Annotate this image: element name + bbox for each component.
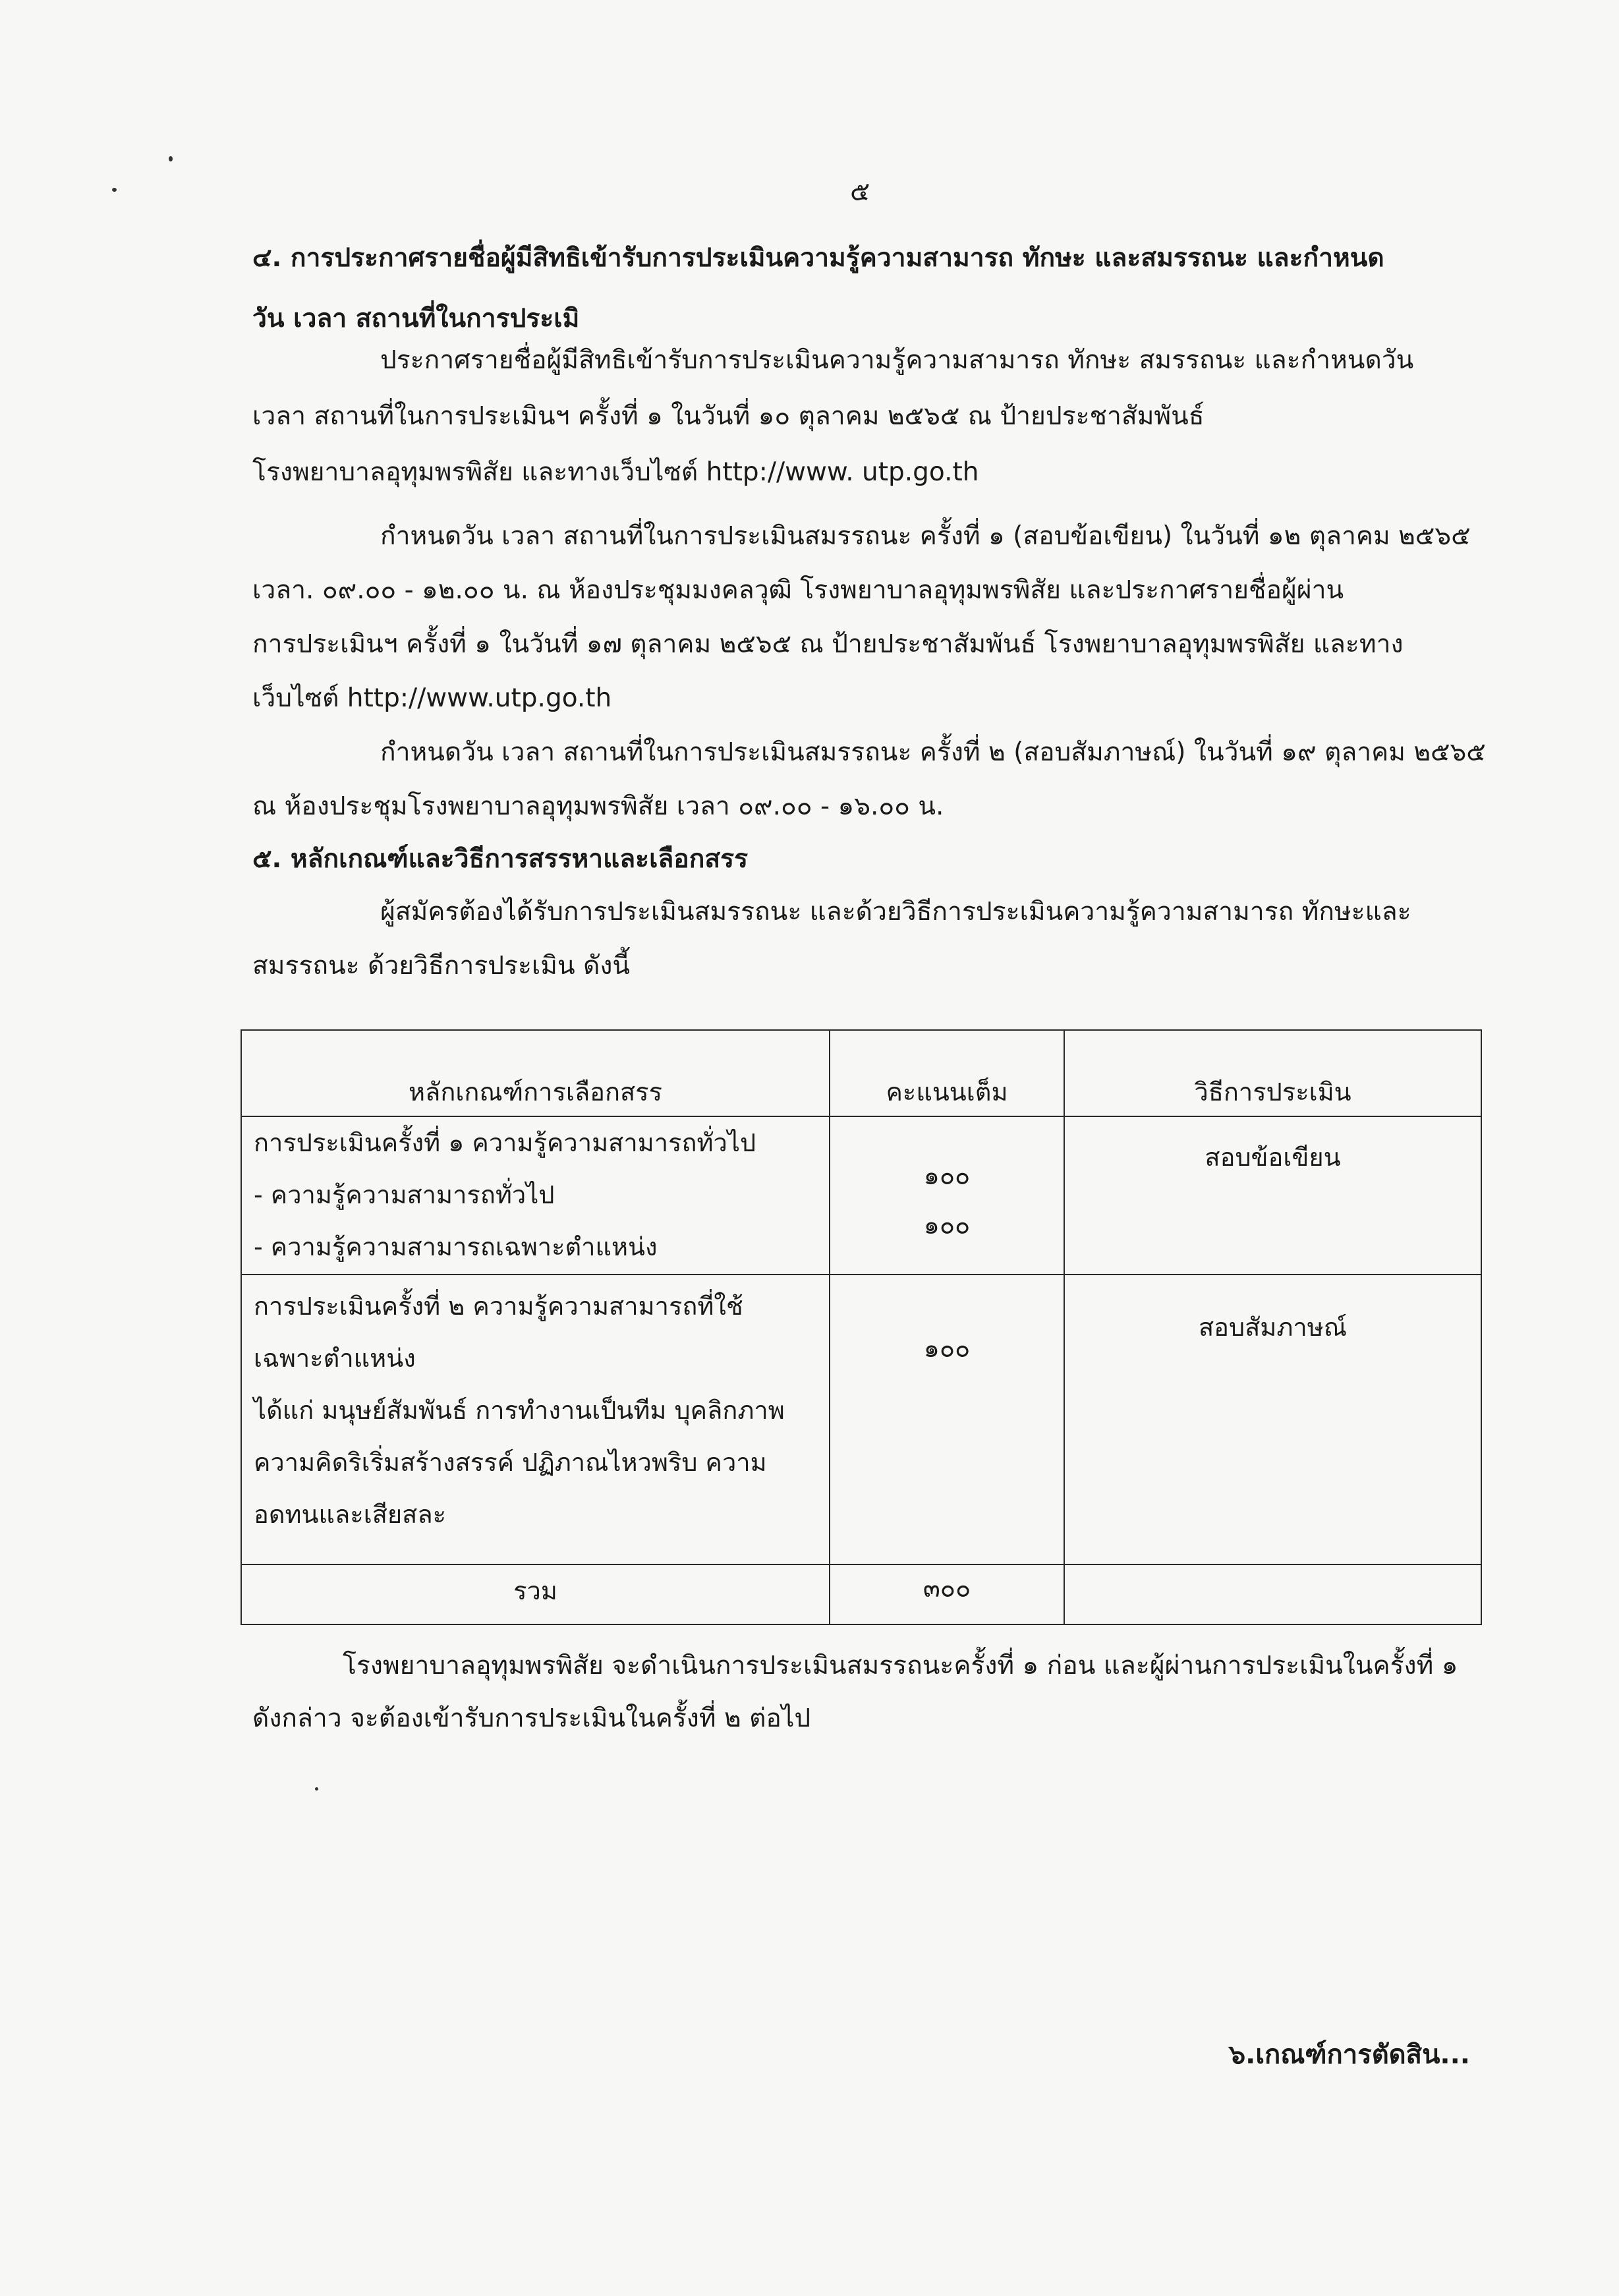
row2-criteria-line: การประเมินครั้งที่ ๒ ความรู้ความสามารถที่ใช้ (254, 1292, 743, 1321)
table-row (241, 1275, 1481, 1564)
criteria-table (241, 1029, 1482, 1625)
row1-score-cell (830, 1116, 1064, 1275)
page-number: ๕ (850, 177, 870, 207)
row2-criteria-line: ความคิดริเริ่มสร้างสรรค์ ปฏิภาณไหวพริบ ความ (254, 1448, 767, 1477)
header-full-score: คะแนนเต็ม (830, 1030, 1064, 1116)
header-criteria: หลักเกณฑ์การเลือกสรร (241, 1030, 830, 1116)
section4-heading-line1: ๔. การประกาศรายชื่อผู้มีสิทธิเข้ารับการประเมินความรู้ความสามารถ ทักษะ และสมรรถนะ และกำหนด (252, 243, 1384, 273)
section5-heading: ๕. หลักเกณฑ์และวิธีการสรรหาและเลือกสรร (252, 844, 749, 874)
row1-method: สอบข้อเขียน (1205, 1143, 1341, 1172)
next-page-reference: ๖.เกณฑ์การตัดสิน... (1228, 2040, 1470, 2070)
row1-criteria-line: - ความรู้ความสามารถเฉพาะตำแหน่ง (254, 1232, 658, 1261)
row2-criteria-line: เฉพาะตำแหน่ง (254, 1344, 416, 1373)
scan-speck (315, 1787, 318, 1791)
section4-p2-line2: เวลา. ๐๙.๐๐ - ๑๒.๐๐ น. ณ ห้องประชุมมงคลวุฒิ โรงพยาบาลอุทุมพรพิสัย และประกาศรายชื่อผู้ผ่าน (252, 575, 1344, 605)
row2-score-cell (830, 1275, 1064, 1564)
row1-score: ๑๐๐ (923, 1161, 971, 1190)
row2-criteria-line: ได้แก่ มนุษย์สัมพันธ์ การทำงานเป็นทีม บุคลิกภาพ (254, 1396, 785, 1425)
total-score-cell (830, 1564, 1064, 1624)
row2-criteria-line: อดทนและเสียสละ (254, 1500, 447, 1529)
section4-p1-line2: เวลา สถานที่ในการประเมินฯ ครั้งที่ ๑ ในวันที่ ๑๐ ตุลาคม ๒๕๖๕ ณ ป้ายประชาสัมพันธ์ (252, 401, 1205, 431)
total-score: ๓๐๐ (923, 1574, 971, 1603)
row2-score: ๑๐๐ (923, 1334, 971, 1363)
row2-method: สอบสัมภาษณ์ (1198, 1313, 1348, 1342)
header-method: วิธีการประเมิน (1064, 1030, 1481, 1116)
row1-method-cell (1064, 1116, 1481, 1275)
table-header-row (241, 1030, 1481, 1116)
closing-line2: ดังกล่าว จะต้องเข้ารับการประเมินในครั้งที่ ๒ ต่อไป (252, 1704, 811, 1733)
section4-p2-line1: กำหนดวัน เวลา สถานที่ในการประเมินสมรรถนะ ครั้งที่ ๑ (สอบข้อเขียน) ในวันที่ ๑๒ ตุลาคม ๒๕๖๕ (380, 521, 1471, 551)
total-method (1065, 1565, 1481, 1617)
total-method-cell (1064, 1564, 1481, 1624)
row1-criteria-line: - ความรู้ความสามารถทั่วไป (254, 1180, 555, 1209)
table-total-row (241, 1564, 1481, 1624)
section5-intro-line2: สมรรถนะ ด้วยวิธีการประเมิน ดังนี้ (252, 951, 631, 981)
section4-heading-line2: วัน เวลา สถานที่ในการประเมิ (252, 304, 580, 333)
section4-p3-line2: ณ ห้องประชุมโรงพยาบาลอุทุมพรพิสัย เวลา ๐๙.๐๐ - ๑๖.๐๐ น. (252, 791, 944, 821)
total-label-cell (241, 1564, 830, 1624)
row1-criteria-cell (241, 1116, 830, 1275)
section4-p2-line3: การประเมินฯ ครั้งที่ ๑ ในวันที่ ๑๗ ตุลาคม ๒๕๖๕ ณ ป้ายประชาสัมพันธ์ โรงพยาบาลอุทุมพรพิสัย และทาง (252, 629, 1404, 659)
total-label: รวม (513, 1576, 557, 1605)
table-row (241, 1116, 1481, 1275)
row2-method-cell (1064, 1275, 1481, 1564)
scan-speck (169, 156, 173, 161)
section4-p1-line1: ประกาศรายชื่อผู้มีสิทธิเข้ารับการประเมินความรู้ความสามารถ ทักษะ สมรรถนะ และกำหนดวัน (380, 345, 1414, 375)
section4-p2-line4: เว็บไซต์ http://www.utp.go.th (252, 683, 612, 713)
closing-line1: โรงพยาบาลอุทุมพรพิสัย จะดำเนินการประเมินสมรรถนะครั้งที่ ๑ ก่อน และผู้ผ่านการประเมินในครั้งที่ ๑ (343, 1651, 1458, 1680)
section5-intro-line1: ผู้สมัครต้องได้รับการประเมินสมรรถนะ และด้วยวิธีการประเมินความรู้ความสามารถ ทักษะและ (380, 897, 1411, 927)
row2-criteria-cell (241, 1275, 830, 1564)
row1-score: ๑๐๐ (923, 1211, 971, 1240)
section4-p1-line3: โรงพยาบาลอุทุมพรพิสัย และทางเว็บไซต์ http://www. utp.go.th (252, 457, 979, 487)
section4-p3-line1: กำหนดวัน เวลา สถานที่ในการประเมินสมรรถนะ ครั้งที่ ๒ (สอบสัมภาษณ์) ในวันที่ ๑๙ ตุลาคม ๒๕๖๕ (380, 737, 1486, 767)
row1-criteria-line: การประเมินครั้งที่ ๑ ความรู้ความสามารถทั่วไป (254, 1128, 756, 1157)
scan-speck (112, 188, 117, 192)
